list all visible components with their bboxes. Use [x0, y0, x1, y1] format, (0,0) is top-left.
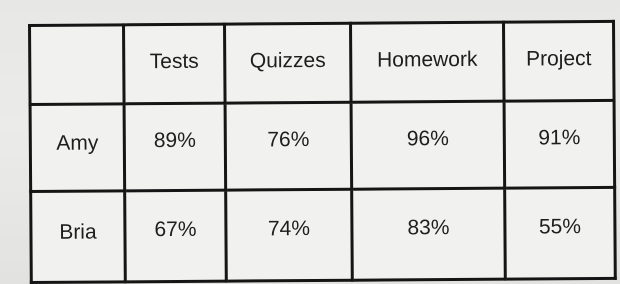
cell-bria-homework: 83% — [352, 188, 506, 280]
cell-amy-tests: 89% — [124, 103, 226, 191]
cell-bria-tests: 67% — [125, 190, 227, 282]
column-header-project: Project — [503, 21, 614, 101]
cell-bria-quizzes: 74% — [226, 189, 353, 281]
cell-amy-homework: 96% — [351, 101, 505, 189]
column-header-quizzes: Quizzes — [225, 23, 352, 103]
grades-table — [28, 20, 617, 284]
table-row — [30, 100, 615, 191]
row-header-bria: Bria — [31, 191, 126, 283]
table-row — [31, 187, 616, 282]
cell-amy-project: 91% — [504, 100, 615, 188]
column-header-tests: Tests — [124, 24, 226, 104]
cell-bria-project: 55% — [505, 187, 616, 279]
row-header-amy: Amy — [30, 104, 125, 192]
header-row — [30, 21, 615, 104]
corner-cell — [30, 25, 125, 105]
column-header-homework: Homework — [351, 22, 505, 102]
cell-amy-quizzes: 76% — [225, 102, 352, 190]
